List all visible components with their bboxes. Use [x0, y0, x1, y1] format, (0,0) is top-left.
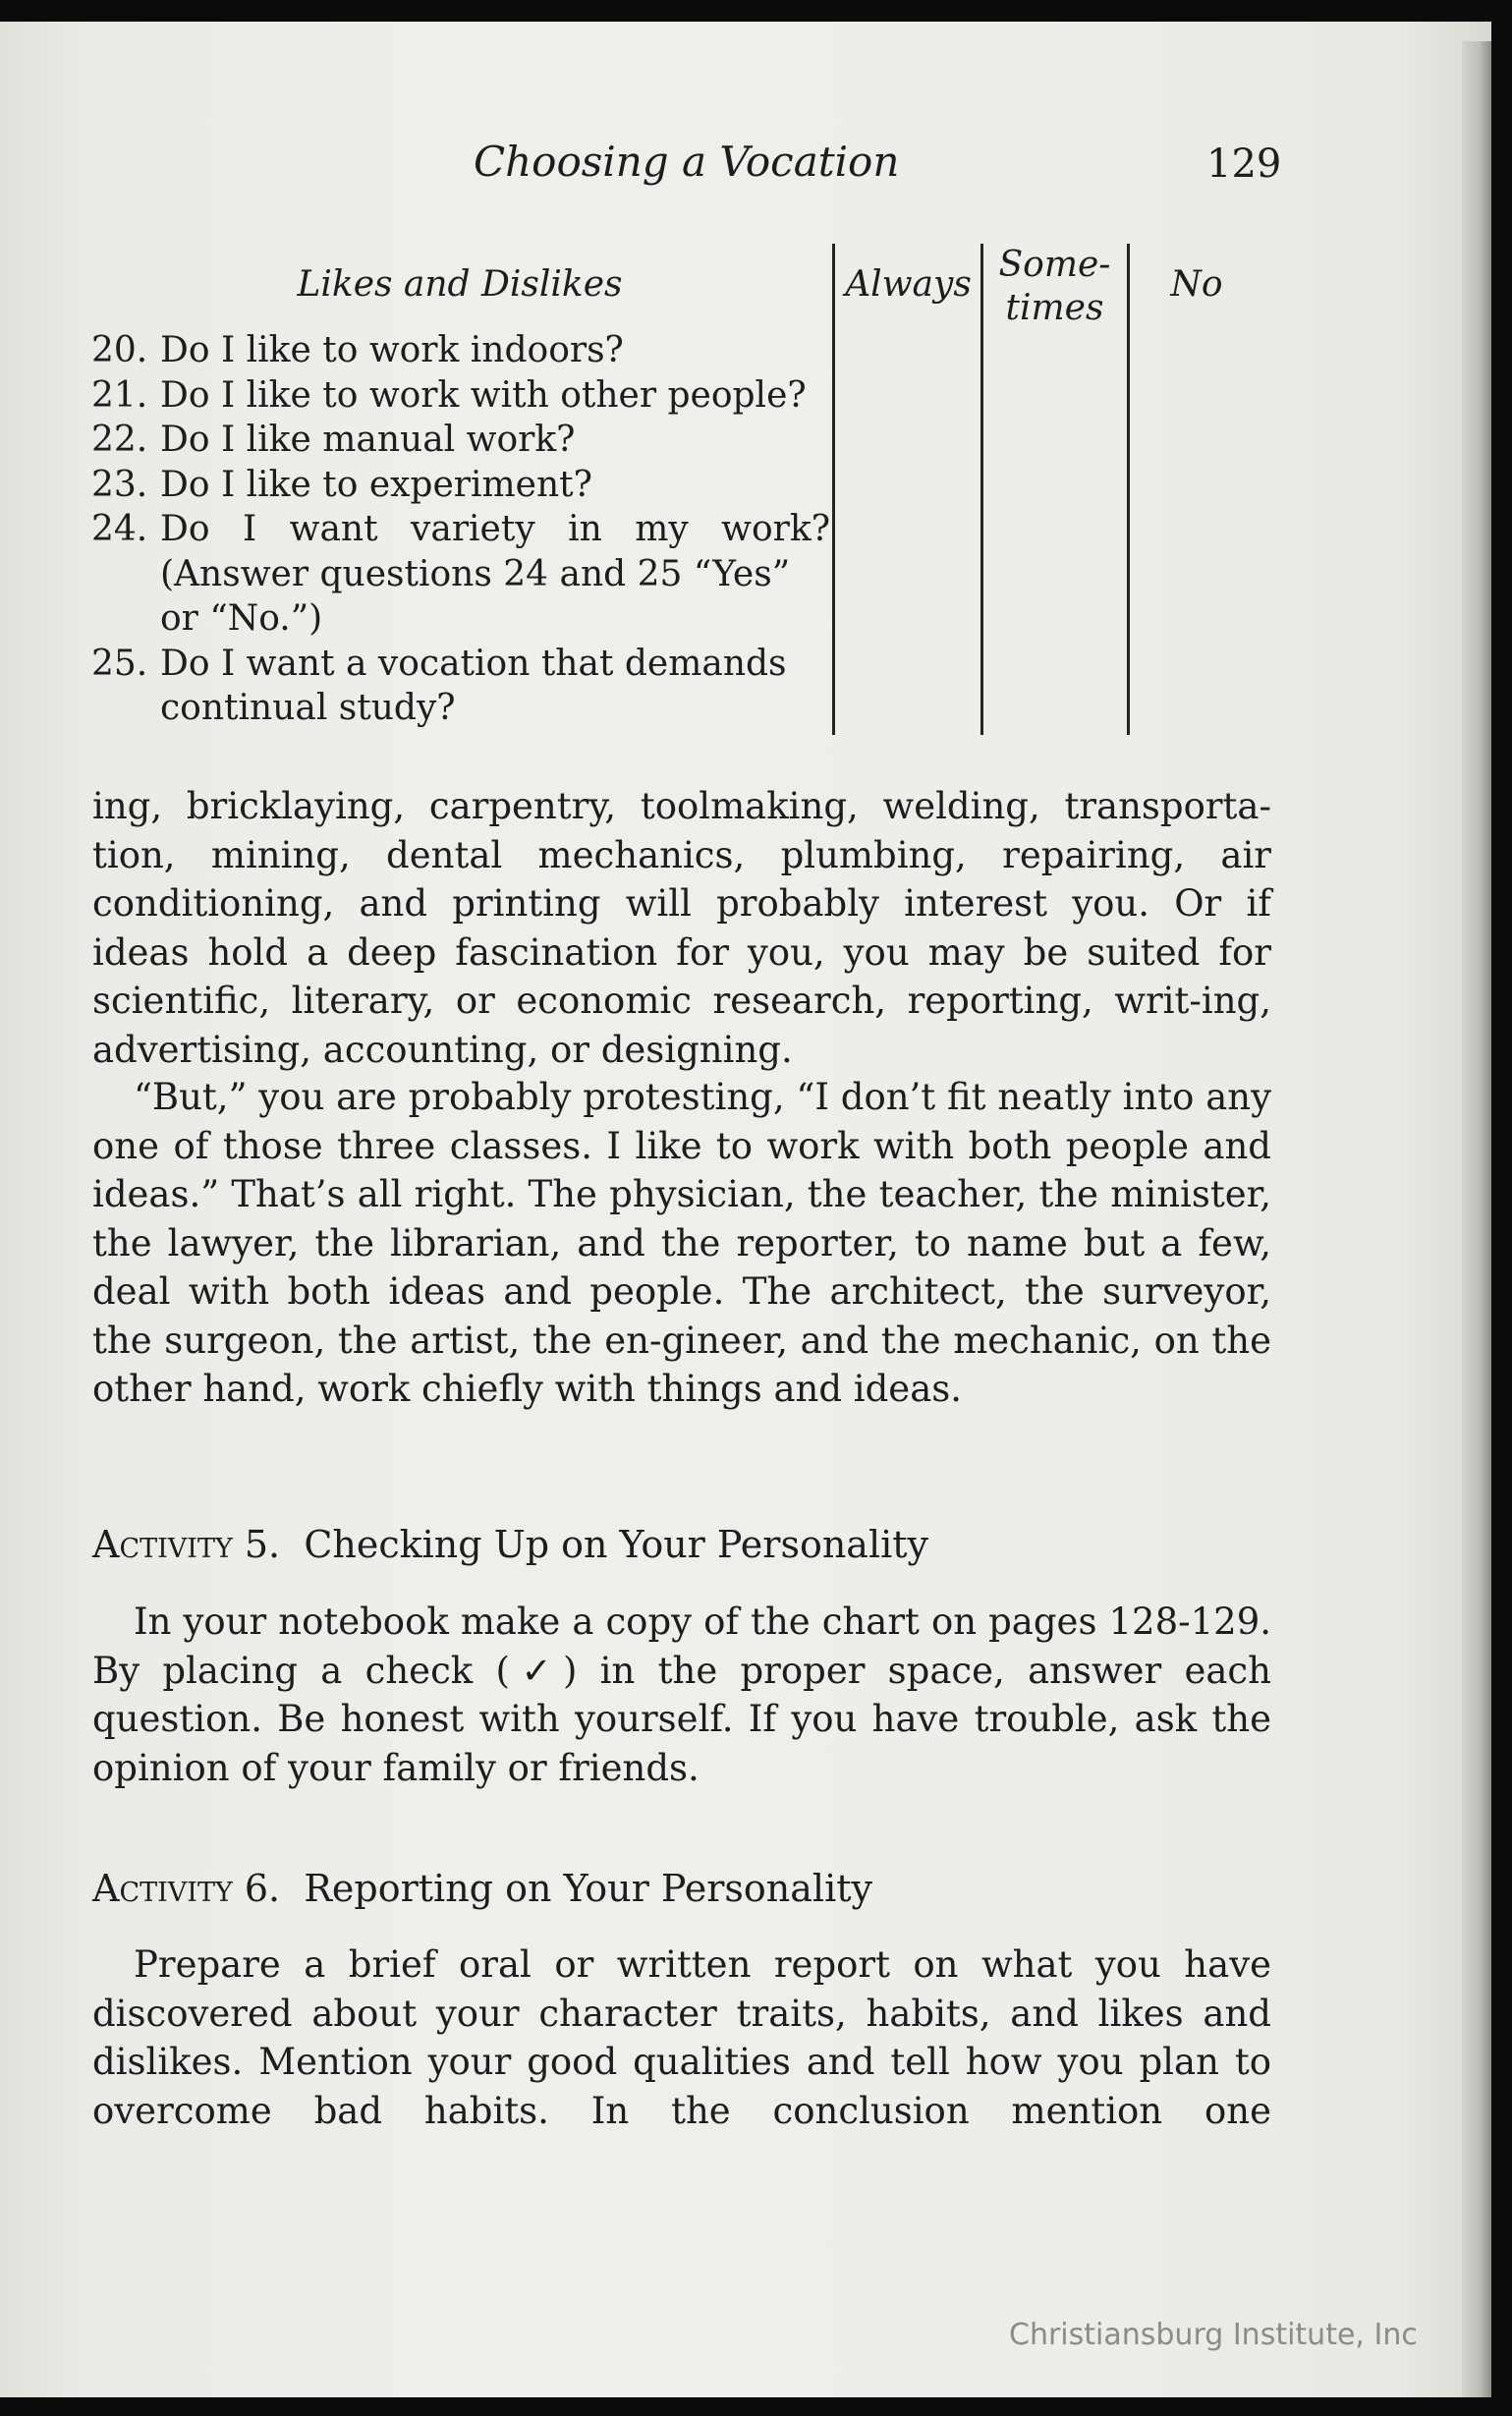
question-item: [91, 642, 830, 731]
credit-watermark: Christiansburg Institute, Inc: [1009, 2318, 1418, 2352]
question-number: 22.: [91, 420, 148, 460]
page-header: [0, 138, 1282, 197]
chart-column-sometimes: [981, 244, 1128, 330]
question-item: [91, 507, 830, 642]
activity-label: Activity: [92, 1867, 233, 1910]
body-paragraph: [92, 1073, 1271, 1414]
activity-5-heading: [92, 1521, 928, 1568]
likes-dislikes-chart: [91, 244, 1270, 735]
paragraph-text: In your notebook make a copy of the chart on pages 128-129. By placing a check (✓) in the proper space, answer each question. Be honest with yourself. If you have trouble, ask the opinion of your family or friends.: [92, 1601, 1271, 1789]
question-line: Do I want a vocation that demands: [160, 643, 787, 684]
question-number: 23.: [91, 464, 148, 505]
question-item: [91, 328, 830, 373]
activity-title: Checking Up on Your Personality: [304, 1523, 928, 1566]
running-title: Choosing a Vocation: [474, 138, 900, 186]
question-number: 20.: [91, 330, 148, 370]
paragraph-text: “But,” you are probably protesting, “I don’t fit neatly into any one of those three classes. I like to work with both people and ideas.” That’s all right. The physician, the teacher, the minister, the lawyer, the librarian, and the reporter, to name but a few, deal with both ideas and people. The architect, the surveyor, the surgeon, the artist, the en-gineer, and the mechanic, on the other hand, work chiefly with things and ideas.: [92, 1076, 1271, 1410]
activity-title: Reporting on Your Personality: [304, 1867, 872, 1910]
page-edge: [1462, 41, 1491, 2397]
question-text: Do I like to work indoors?: [160, 330, 624, 370]
body-paragraph: [92, 782, 1271, 1074]
activity-number: 5.: [244, 1523, 281, 1566]
question-item: [91, 418, 830, 463]
activity-5-text: [92, 1598, 1271, 1792]
page-number: 129: [1206, 141, 1282, 187]
question-item: [91, 373, 830, 419]
chart-column-no: No: [1170, 264, 1223, 305]
question-line: continual study?: [160, 688, 456, 728]
question-number: 24.: [91, 509, 148, 549]
question-number: 21.: [91, 374, 148, 416]
chart-column-label: Likes and Dislikes: [297, 264, 623, 305]
chart-column-always: Always: [845, 264, 972, 305]
question-text: [160, 642, 830, 731]
question-number: 25.: [91, 643, 148, 684]
chart-column-sometimes-line1: Some-: [998, 245, 1111, 285]
chart-column-sometimes-line2: times: [1005, 288, 1104, 328]
question-text: [160, 507, 830, 642]
question-line: or “No.”): [160, 598, 323, 639]
activity-number: 6.: [244, 1867, 281, 1910]
paragraph-text: ing, bricklaying, carpentry, toolmaking, welding, transporta-tion, mining, dental mechanics, plumbing, repairing, air conditioning, and printing will probably interest you. Or if ideas hold a deep fascination for you, you may be suited for scientific, literary, or economic research, reporting, writ-ing, advertising, accounting, or designing.: [92, 785, 1271, 1071]
question-list: [91, 328, 830, 731]
question-text: Do I like to work with other people?: [160, 374, 807, 416]
question-text: Do I like to experiment?: [160, 464, 592, 505]
question-line: (Answer questions 24 and 25 “Yes”: [160, 553, 791, 594]
chart-divider-always: [832, 244, 835, 735]
question-item: [91, 463, 830, 508]
book-page: [0, 22, 1491, 2397]
question-text: Do I like manual work?: [160, 420, 576, 460]
activity-6-text: [92, 1940, 1271, 2135]
activity-label: Activity: [92, 1523, 233, 1566]
activity-6-heading: [92, 1865, 872, 1912]
paragraph-text: Prepare a brief oral or written report on what you have discovered about your character traits, habits, and likes and dislikes. Mention your good qualities and tell how you plan to overcome bad habits. In the conclusion mention one: [92, 1943, 1271, 2132]
question-line: Do I want variety in my work?: [160, 509, 830, 549]
